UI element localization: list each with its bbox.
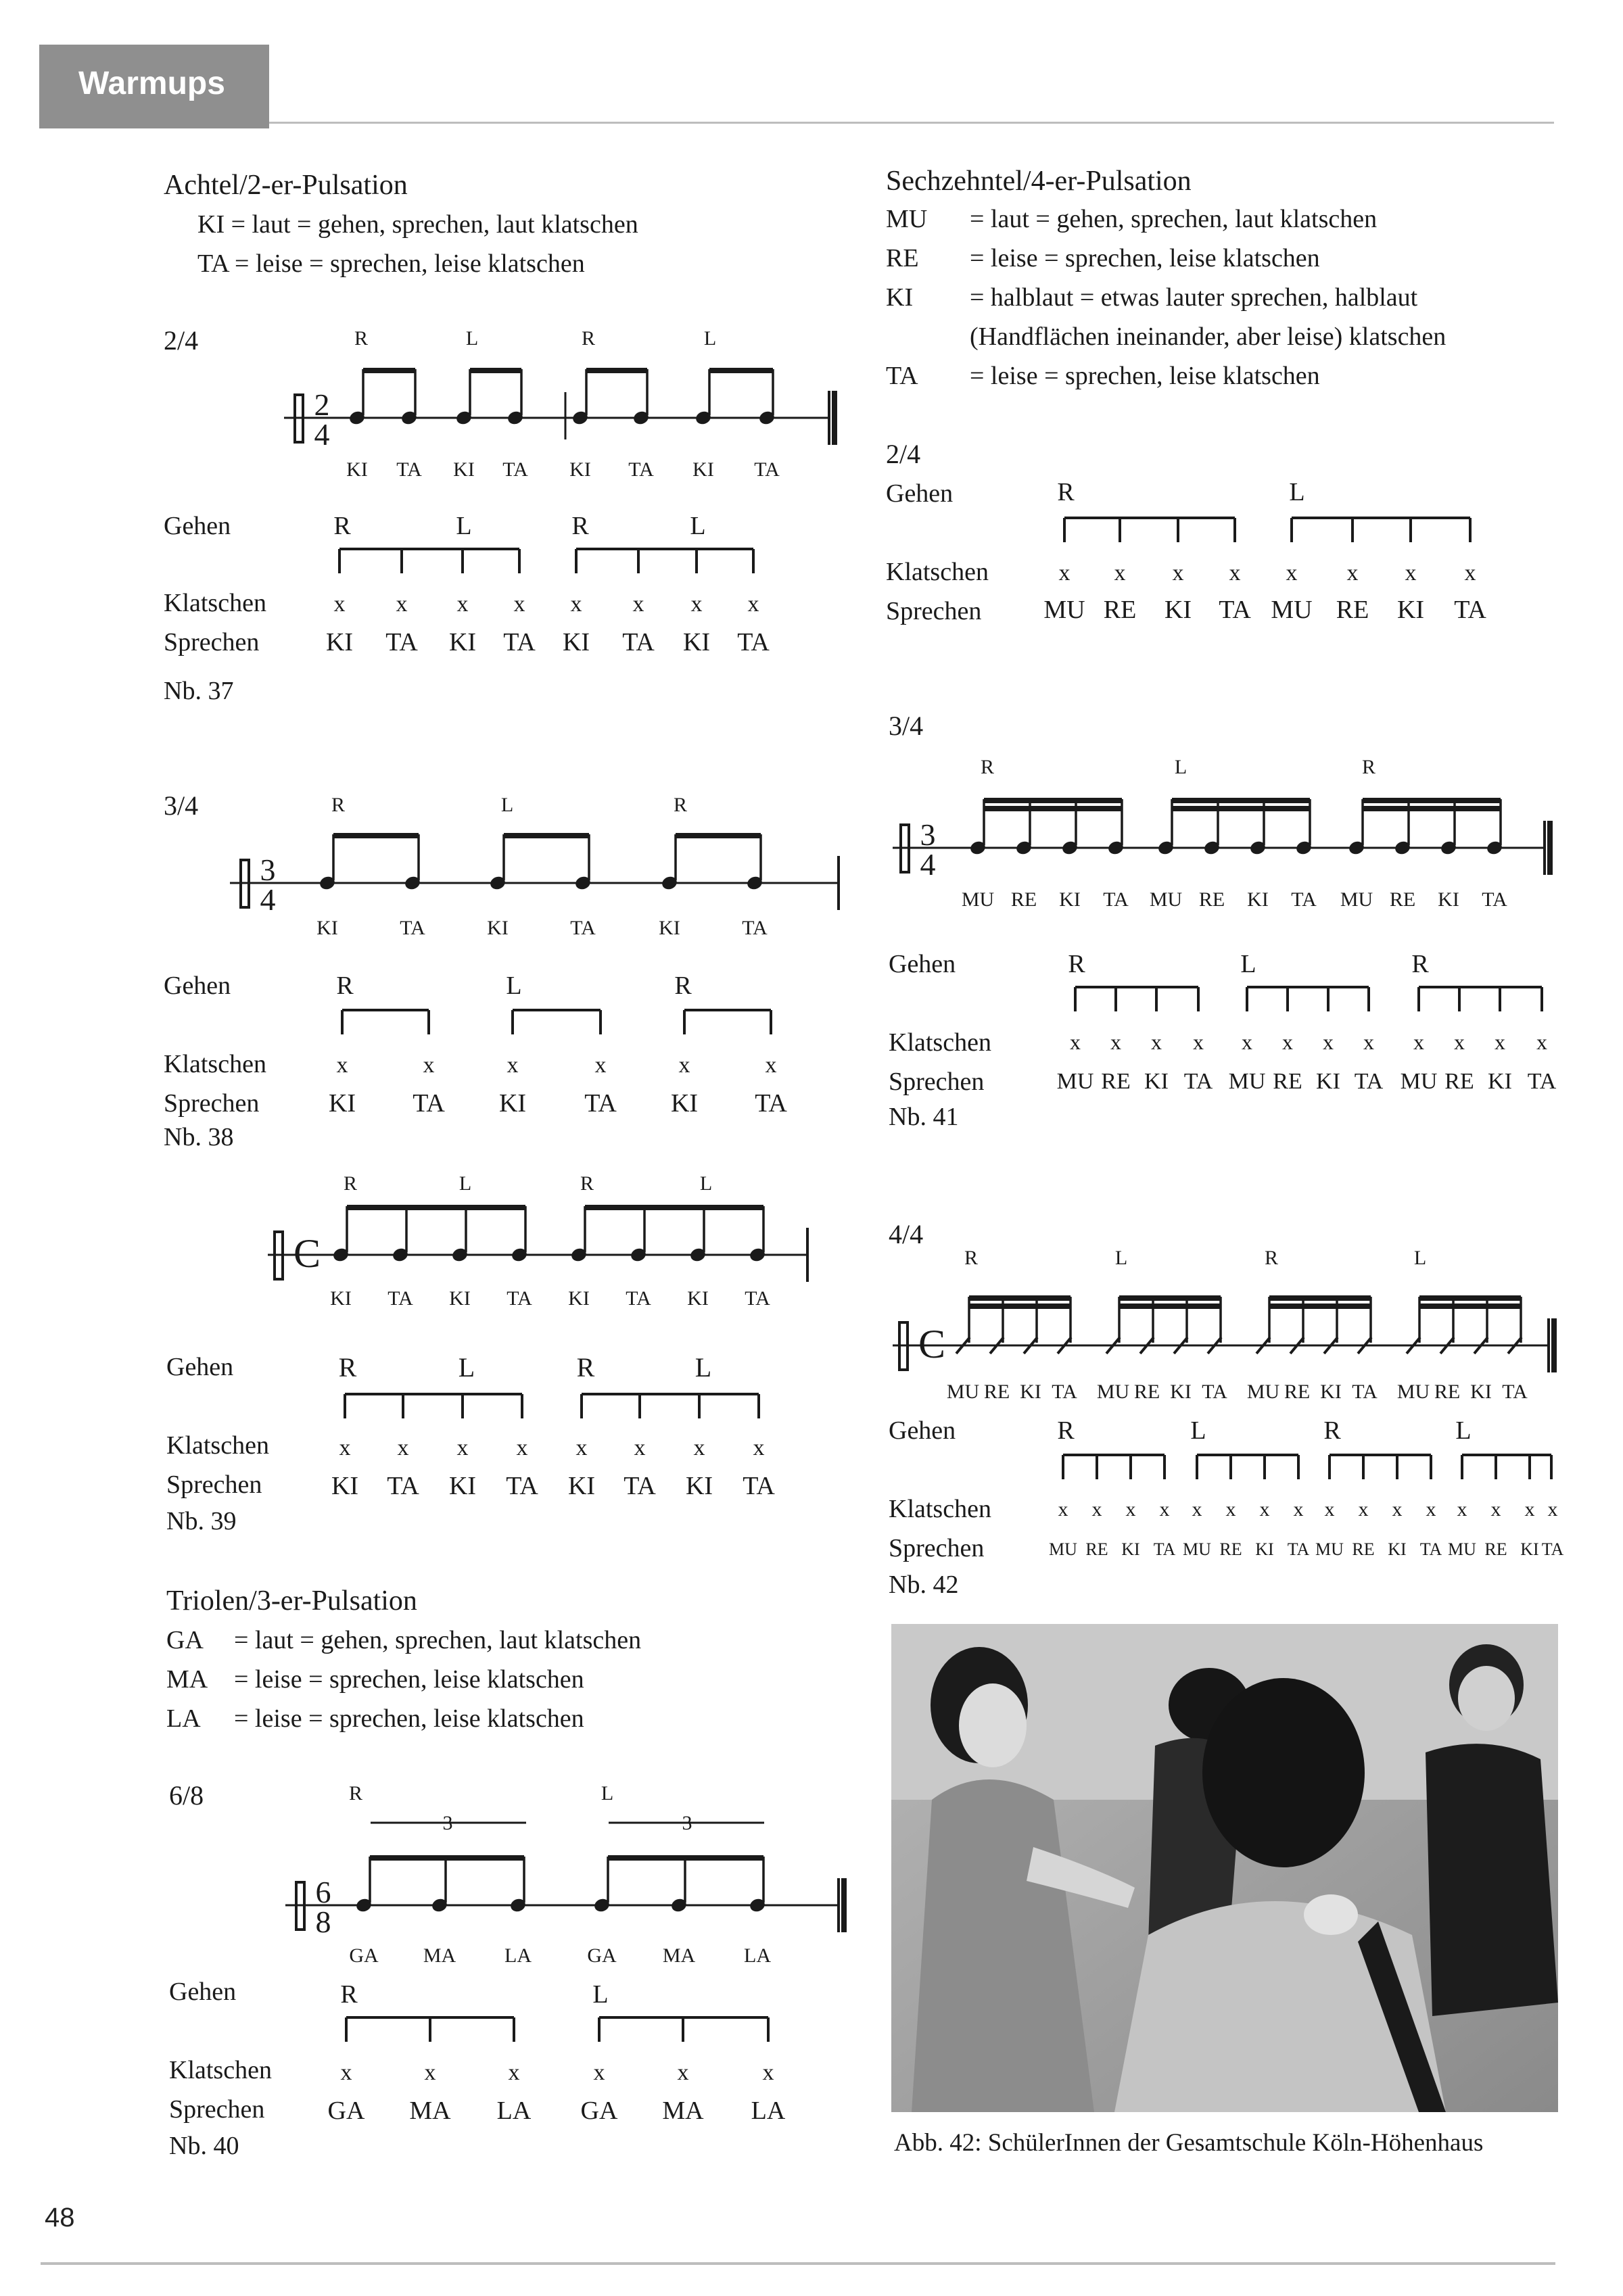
ex41-spoken-syllable: TA (1183, 1069, 1213, 1094)
ex37-gehen-rl: R (333, 512, 351, 540)
ex40-clap-mark: x (508, 2060, 520, 2085)
ex39-clap-mark: x (516, 1435, 528, 1460)
ex41-staff-syllable: RE (1010, 888, 1037, 911)
ex37-spoken-syllable: KI (682, 628, 711, 656)
ex42-clap-mark: x (1192, 1498, 1202, 1521)
ex24-klatschen-label: Klatschen (886, 558, 989, 586)
ex38-staff-syllable: KI (316, 917, 338, 939)
ex42-clap-mark: x (1358, 1498, 1369, 1521)
ex41-gehen-label: Gehen (889, 950, 956, 978)
ex39-staff-syllable: KI (687, 1287, 709, 1310)
ex38-staff-syllable: KI (487, 917, 509, 939)
ex37-spoken-syllable: KI (562, 628, 590, 656)
ex24-clap-mark: x (1346, 560, 1359, 585)
triolen-legend-ma-text: = leise = sprechen, leise klatschen (234, 1665, 584, 1694)
ex37-clap-mark: x (632, 592, 644, 617)
sechzehntel-legend-ta-syl: TA (886, 362, 918, 390)
ex41-spoken-syllable: KI (1316, 1069, 1340, 1094)
ex41-clap-mark: x (1282, 1030, 1293, 1054)
ex24-clap-mark: x (1405, 560, 1417, 585)
ex37-number: Nb. 37 (164, 677, 234, 705)
ex42-gehen-rl: R (1057, 1416, 1075, 1445)
ex40-spoken-syllable: GA (580, 2097, 618, 2125)
ex38-staff-rl: L (500, 794, 514, 816)
ex39-spoken-syllable: KI (331, 1472, 359, 1500)
ex39-gehen-rl: R (576, 1352, 595, 1383)
ex42-spoken-syllable: RE (1085, 1539, 1108, 1559)
sechzehntel-title: Sechzehntel/4-er-Pulsation (886, 166, 1192, 197)
ex42-gehen-rl: L (1455, 1416, 1472, 1445)
ex40-staff-syllable: GA (587, 1944, 617, 1967)
ex42-staff-rl: L (1413, 1247, 1427, 1269)
ex24-clap-mark: x (1464, 560, 1476, 585)
ex39-staff-rl: L (458, 1172, 472, 1195)
ex41-clap-mark: x (1454, 1030, 1465, 1054)
ex37-clap-mark: x (513, 592, 525, 617)
ex37-clap-mark: x (333, 592, 346, 617)
ex41-spoken-syllable: TA (1527, 1069, 1557, 1094)
ex42-clap-mark: x (1426, 1498, 1436, 1521)
ex42-gehen-rl: L (1190, 1416, 1206, 1445)
ex41-spoken-syllable: MU (1400, 1069, 1438, 1094)
ex41-number: Nb. 41 (889, 1103, 959, 1131)
ex37-staff-syllable: KI (569, 458, 591, 481)
ex41-staff-syllable: RE (1389, 888, 1416, 911)
ex42-clap-mark: x (1547, 1498, 1558, 1521)
ex39-staff-syllable: KI (449, 1287, 471, 1310)
ex39-meter-c: C (293, 1231, 321, 1276)
ex39-staff-syllable: KI (330, 1287, 352, 1310)
ex42-staff-syllable: KI (1320, 1381, 1342, 1403)
ex37-staff-syllable: TA (628, 458, 654, 481)
ex38-staff-syllable: TA (742, 917, 768, 939)
ex40-clap-mark: x (677, 2060, 689, 2085)
ex24-spoken-syllable: RE (1336, 596, 1369, 624)
ex41-klatschen-label: Klatschen (889, 1028, 991, 1057)
ex41-staff-syllable: KI (1247, 888, 1269, 911)
ex40-clap-mark: x (340, 2060, 352, 2085)
ex39-staff-rl: L (699, 1172, 713, 1195)
ex38-sprechen-label: Sprechen (164, 1089, 260, 1118)
ex42-clap-mark: x (1091, 1498, 1102, 1521)
ex40-klatschen-label: Klatschen (169, 2056, 272, 2084)
ex42-staff-syllable: TA (1352, 1381, 1378, 1403)
ex40-sprechen-label: Sprechen (169, 2095, 265, 2124)
ex41-staff-syllable: KI (1059, 888, 1081, 911)
ex24-spoken-syllable: TA (1219, 596, 1251, 624)
ex37-clap-mark: x (456, 592, 469, 617)
ex39-gehen-rl: L (458, 1352, 475, 1383)
ex37-time-signature: 2/4 (164, 325, 199, 356)
ex42-spoken-syllable: TA (1541, 1539, 1564, 1559)
ex42-staff-syllable: TA (1202, 1381, 1227, 1403)
ex37-sprechen-label: Sprechen (164, 628, 260, 656)
ex37-gehen-rl: L (690, 512, 706, 540)
ex38-meter-bottom: 4 (260, 882, 276, 917)
ex41-clap-mark: x (1323, 1030, 1334, 1054)
ex41-clap-mark: x (1151, 1030, 1162, 1054)
ex37-staff-syllable: TA (502, 458, 528, 481)
ex40-number: Nb. 40 (169, 2132, 239, 2160)
ex37-clap-mark: x (396, 592, 408, 617)
ex37-clap-mark: x (747, 592, 759, 617)
ex37-gehen-rl: L (456, 512, 472, 540)
triolen-legend-ma-syl: MA (166, 1665, 208, 1694)
footer-rule (41, 2262, 1555, 2265)
ex40-clap-mark: x (424, 2060, 436, 2085)
ex38-staff-rl: R (673, 794, 688, 816)
ex37-staff-syllable: KI (346, 458, 368, 481)
ex24-clap-mark: x (1114, 560, 1126, 585)
ex40-gehen-rl: R (340, 1980, 358, 2009)
ex41-staff-syllable: MU (1340, 888, 1373, 911)
ex42-spoken-syllable: MU (1315, 1539, 1344, 1559)
triolen-legend-la-syl: LA (166, 1704, 201, 1733)
ex39-staff-syllable: KI (568, 1287, 590, 1310)
ex42-spoken-syllable: KI (1121, 1539, 1140, 1559)
ex38-gehen-rl: L (506, 972, 522, 1000)
ex24-spoken-syllable: TA (1454, 596, 1486, 624)
ex37-gehen-rl: R (571, 512, 589, 540)
ex38-spoken-syllable: TA (755, 1089, 787, 1118)
ex39-gehen-label: Gehen (166, 1353, 234, 1381)
ex41-staff-syllable: MU (1149, 888, 1183, 911)
ex38-staff-syllable: TA (400, 917, 425, 939)
ex41-staff-syllable: RE (1198, 888, 1225, 911)
ex39-staff-syllable: TA (745, 1287, 770, 1310)
ex39-spoken-syllable: KI (685, 1472, 713, 1500)
photo-caption: Abb. 42: SchülerInnen der Gesamtschule Köln-Höhenhaus (894, 2129, 1484, 2157)
ex41-spoken-syllable: MU (1056, 1069, 1094, 1094)
ex38-number: Nb. 38 (164, 1123, 234, 1151)
ex42-spoken-syllable: KI (1255, 1539, 1274, 1559)
ex38-gehen-rl: R (336, 972, 354, 1000)
ex39-staff-syllable: TA (387, 1287, 413, 1310)
ex42-staff-syllable: RE (1434, 1381, 1461, 1403)
ex42-staff-syllable: TA (1052, 1381, 1077, 1403)
ex37-meter-bottom: 4 (314, 417, 330, 452)
ex42-clap-mark: x (1058, 1498, 1068, 1521)
sechzehntel-legend-ta-text: = leise = sprechen, leise klatschen (970, 362, 1320, 390)
section-tab-label: Warmups (78, 66, 225, 101)
ex39-spoken-syllable: KI (448, 1472, 477, 1500)
ex40-staff-syllable: LA (744, 1944, 771, 1967)
ex41-staff-rl: R (1361, 756, 1376, 778)
ex40-tuplet-number: 3 (442, 1812, 453, 1834)
ex42-staff-syllable: MU (1096, 1381, 1130, 1403)
ex38-clap-mark: x (678, 1053, 690, 1078)
ex37-spoken-syllable: TA (503, 628, 536, 656)
ex24-spoken-syllable: MU (1043, 596, 1085, 624)
ex24-sprechen-label: Sprechen (886, 597, 982, 625)
ex37-meter-top: 2 (314, 387, 330, 422)
ex38-staff-rl: R (331, 794, 346, 816)
ex39-number: Nb. 39 (166, 1507, 237, 1535)
ex41-spoken-syllable: RE (1273, 1069, 1302, 1094)
ex42-meter-c: C (918, 1322, 946, 1366)
ex40-meter-top: 6 (315, 1875, 331, 1909)
ex38-gehen-rl: R (674, 972, 692, 1000)
ex42-gehen-rl: R (1323, 1416, 1341, 1445)
ex39-spoken-syllable: KI (567, 1472, 596, 1500)
ex37-spoken-syllable: TA (622, 628, 655, 656)
ex40-clap-mark: x (762, 2060, 774, 2085)
ex37-klatschen-label: Klatschen (164, 589, 266, 617)
ex39-staff-syllable: TA (626, 1287, 651, 1310)
ex40-gehen-rl: L (592, 1980, 609, 2009)
ex41-staff-rl: L (1174, 756, 1187, 778)
ex38-clap-mark: x (336, 1053, 348, 1078)
page-number: 48 (45, 2203, 75, 2232)
sechzehntel-legend-mu-syl: MU (886, 205, 928, 233)
ex37-staff-rl: R (581, 327, 596, 350)
ex42-staff-syllable: MU (1246, 1381, 1280, 1403)
ex42-staff-rl: R (1264, 1247, 1279, 1269)
ex42-spoken-syllable: KI (1520, 1539, 1539, 1559)
ex38-meter-top: 3 (260, 853, 276, 887)
ex40-tuplet-number: 3 (682, 1812, 692, 1834)
ex42-spoken-syllable: TA (1287, 1539, 1310, 1559)
ex24-clap-mark: x (1229, 560, 1241, 585)
ex37-spoken-syllable: KI (448, 628, 477, 656)
sechzehntel-legend-ki-syl: KI (886, 283, 914, 312)
ex24-clap-mark: x (1286, 560, 1298, 585)
ex41-meter-top: 3 (920, 817, 936, 852)
ex24-time-signature: 2/4 (886, 439, 921, 469)
ex42-staff-syllable: RE (1133, 1381, 1160, 1403)
ex39-spoken-syllable: TA (624, 1472, 656, 1500)
ex41-staff-syllable: MU (961, 888, 995, 911)
ex42-spoken-syllable: TA (1419, 1539, 1442, 1559)
ex41-spoken-syllable: KI (1488, 1069, 1512, 1094)
ex42-spoken-syllable: RE (1219, 1539, 1242, 1559)
ex38-clap-mark: x (423, 1053, 435, 1078)
ex41-spoken-syllable: KI (1144, 1069, 1169, 1094)
ex40-staff-rl: L (601, 1782, 614, 1804)
ex41-spoken-syllable: TA (1354, 1069, 1384, 1094)
ex41-sprechen-label: Sprechen (889, 1068, 985, 1096)
ex38-clap-mark: x (765, 1053, 777, 1078)
achtel-title: Achtel/2-er-Pulsation (164, 170, 408, 201)
ex41-clap-mark: x (1110, 1030, 1121, 1054)
ex40-staff-rl: R (348, 1782, 363, 1804)
ex42-staff-rl: R (964, 1247, 979, 1269)
ex38-staff-syllable: TA (570, 917, 596, 939)
ex41-meter-bottom: 4 (920, 847, 936, 882)
ex37-staff-syllable: KI (692, 458, 714, 481)
ex42-clap-mark: x (1125, 1498, 1136, 1521)
triolen-title: Triolen/3-er-Pulsation (166, 1585, 417, 1617)
ex41-clap-mark: x (1363, 1030, 1374, 1054)
ex40-gehen-label: Gehen (169, 1978, 237, 2006)
ex40-spoken-syllable: GA (327, 2097, 365, 2125)
ex42-clap-mark: x (1392, 1498, 1403, 1521)
ex37-staff-syllable: TA (754, 458, 780, 481)
sechzehntel-legend-ki-cont: (Handflächen ineinander, aber leise) klatschen (970, 322, 1446, 351)
ex37-staff-syllable: TA (396, 458, 422, 481)
ex24-clap-mark: x (1172, 560, 1184, 585)
triolen-legend-ga-syl: GA (166, 1626, 204, 1654)
ex41-clap-mark: x (1495, 1030, 1505, 1054)
ex37-staff-rl: L (465, 327, 479, 350)
ex41-clap-mark: x (1193, 1030, 1204, 1054)
ex40-clap-mark: x (593, 2060, 605, 2085)
ex42-klatschen-label: Klatschen (889, 1495, 991, 1523)
ex24-gehen-label: Gehen (886, 479, 954, 508)
ex37-clap-mark: x (570, 592, 582, 617)
ex39-klatschen-label: Klatschen (166, 1431, 269, 1460)
ex41-clap-mark: x (1536, 1030, 1547, 1054)
ex40-staff-syllable: MA (423, 1944, 456, 1967)
ex42-spoken-syllable: MU (1183, 1539, 1211, 1559)
ex42-number: Nb. 42 (889, 1571, 959, 1599)
ex41-spoken-syllable: MU (1228, 1069, 1266, 1094)
ex38-spoken-syllable: TA (413, 1089, 445, 1118)
ex42-clap-mark: x (1259, 1498, 1270, 1521)
ex40-spoken-syllable: MA (409, 2097, 451, 2125)
ex41-spoken-syllable: RE (1101, 1069, 1131, 1094)
ex41-gehen-rl: L (1240, 950, 1256, 978)
sechzehntel-legend-mu-text: = laut = gehen, sprechen, laut klatschen (970, 205, 1378, 233)
triolen-legend-la-text: = leise = sprechen, leise klatschen (234, 1704, 584, 1733)
ex41-staff-rl: R (980, 756, 995, 778)
ex41-staff-syllable: TA (1482, 888, 1507, 911)
ex37-clap-mark: x (690, 592, 703, 617)
ex39-spoken-syllable: TA (506, 1472, 538, 1500)
ex42-staff-syllable: TA (1502, 1381, 1528, 1403)
ex42-staff-syllable: KI (1470, 1381, 1492, 1403)
classroom-photo-image (891, 1624, 1558, 2112)
ex41-staff-syllable: TA (1103, 888, 1129, 911)
ex42-clap-mark: x (1225, 1498, 1236, 1521)
ex40-time-signature: 6/8 (169, 1780, 204, 1811)
ex42-spoken-syllable: TA (1153, 1539, 1176, 1559)
ex39-sprechen-label: Sprechen (166, 1470, 262, 1499)
ex39-clap-mark: x (339, 1435, 351, 1460)
achtel-legend-ki: KI = laut = gehen, sprechen, laut klatschen (197, 210, 638, 239)
ex38-spoken-syllable: TA (584, 1089, 617, 1118)
ex39-clap-mark: x (575, 1435, 588, 1460)
ex39-clap-mark: x (456, 1435, 469, 1460)
ex39-gehen-rl: R (338, 1352, 357, 1383)
ex39-staff-syllable: TA (507, 1287, 532, 1310)
ex37-gehen-label: Gehen (164, 512, 231, 540)
ex41-gehen-rl: R (1411, 950, 1429, 978)
ex39-spoken-syllable: TA (387, 1472, 419, 1500)
ex41-spoken-syllable: RE (1444, 1069, 1474, 1094)
ex38-clap-mark: x (507, 1053, 519, 1078)
ex41-time-signature: 3/4 (889, 711, 924, 741)
ex38-staff-syllable: KI (659, 917, 680, 939)
ex38-spoken-syllable: KI (670, 1089, 699, 1118)
ex42-staff-syllable: RE (983, 1381, 1010, 1403)
ex41-clap-mark: x (1070, 1030, 1081, 1054)
ex39-staff-rl: R (343, 1172, 358, 1195)
ex41-clap-mark: x (1413, 1030, 1424, 1054)
ex37-spoken-syllable: TA (385, 628, 418, 656)
ex24-spoken-syllable: KI (1396, 596, 1425, 624)
ex42-staff-rl: L (1114, 1247, 1128, 1269)
ex24-gehen-rl: R (1057, 478, 1075, 506)
ex42-clap-mark: x (1524, 1498, 1535, 1521)
ex42-staff-syllable: MU (1396, 1381, 1430, 1403)
ex37-spoken-syllable: KI (325, 628, 354, 656)
ex41-staff-syllable: KI (1438, 888, 1459, 911)
ex38-klatschen-label: Klatschen (164, 1050, 266, 1078)
ex38-spoken-syllable: KI (328, 1089, 356, 1118)
ex42-gehen-label: Gehen (889, 1416, 956, 1445)
sechzehntel-legend-re-syl: RE (886, 244, 919, 272)
ex42-spoken-syllable: RE (1352, 1539, 1375, 1559)
ex37-spoken-syllable: TA (737, 628, 770, 656)
sechzehntel-legend-re-text: = leise = sprechen, leise klatschen (970, 244, 1320, 272)
ex41-clap-mark: x (1242, 1030, 1252, 1054)
ex42-sprechen-label: Sprechen (889, 1534, 985, 1562)
ex42-staff-syllable: KI (1020, 1381, 1041, 1403)
sechzehntel-legend-ki-text: = halblaut = etwas lauter sprechen, halblaut (970, 283, 1418, 312)
ex39-clap-mark: x (634, 1435, 646, 1460)
ex41-staff-syllable: TA (1291, 888, 1317, 911)
triolen-legend-ga-text: = laut = gehen, sprechen, laut klatschen (234, 1626, 642, 1654)
ex41-gehen-rl: R (1068, 950, 1085, 978)
ex42-clap-mark: x (1293, 1498, 1304, 1521)
ex42-staff-syllable: MU (946, 1381, 980, 1403)
ex42-spoken-syllable: MU (1049, 1539, 1077, 1559)
ex39-clap-mark: x (753, 1435, 765, 1460)
ex24-gehen-rl: L (1289, 478, 1305, 506)
ex42-clap-mark: x (1490, 1498, 1501, 1521)
ex40-spoken-syllable: MA (662, 2097, 704, 2125)
ex24-spoken-syllable: MU (1271, 596, 1313, 624)
ex42-clap-mark: x (1457, 1498, 1467, 1521)
ex40-spoken-syllable: LA (496, 2097, 532, 2125)
ex37-staff-rl: R (354, 327, 369, 350)
ex42-spoken-syllable: RE (1484, 1539, 1507, 1559)
ex42-spoken-syllable: MU (1448, 1539, 1476, 1559)
ex37-staff-syllable: KI (453, 458, 475, 481)
ex38-spoken-syllable: KI (498, 1089, 527, 1118)
ex38-gehen-label: Gehen (164, 972, 231, 1000)
ex39-staff-rl: R (580, 1172, 594, 1195)
ex24-spoken-syllable: KI (1164, 596, 1192, 624)
ex37-staff-rl: L (703, 327, 717, 350)
ex39-spoken-syllable: TA (743, 1472, 775, 1500)
ex40-spoken-syllable: LA (751, 2097, 786, 2125)
ex24-clap-mark: x (1058, 560, 1071, 585)
classroom-photo (891, 1624, 1558, 2112)
ex39-gehen-rl: L (695, 1352, 712, 1383)
ex40-staff-syllable: LA (504, 1944, 532, 1967)
ex42-staff-syllable: KI (1170, 1381, 1192, 1403)
ex38-clap-mark: x (594, 1053, 607, 1078)
ex42-spoken-syllable: KI (1388, 1539, 1407, 1559)
ex40-staff-syllable: MA (662, 1944, 696, 1967)
ex42-clap-mark: x (1324, 1498, 1335, 1521)
ex40-staff-syllable: GA (349, 1944, 379, 1967)
achtel-legend-ta: TA = leise = sprechen, leise klatschen (197, 249, 585, 278)
ex40-meter-bottom: 8 (315, 1905, 331, 1939)
ex39-clap-mark: x (693, 1435, 705, 1460)
ex38-time-signature: 3/4 (164, 790, 199, 821)
ex42-clap-mark: x (1159, 1498, 1170, 1521)
ex42-staff-syllable: RE (1284, 1381, 1311, 1403)
ex39-clap-mark: x (397, 1435, 409, 1460)
ex42-time-signature: 4/4 (889, 1219, 924, 1249)
ex24-spoken-syllable: RE (1103, 596, 1137, 624)
